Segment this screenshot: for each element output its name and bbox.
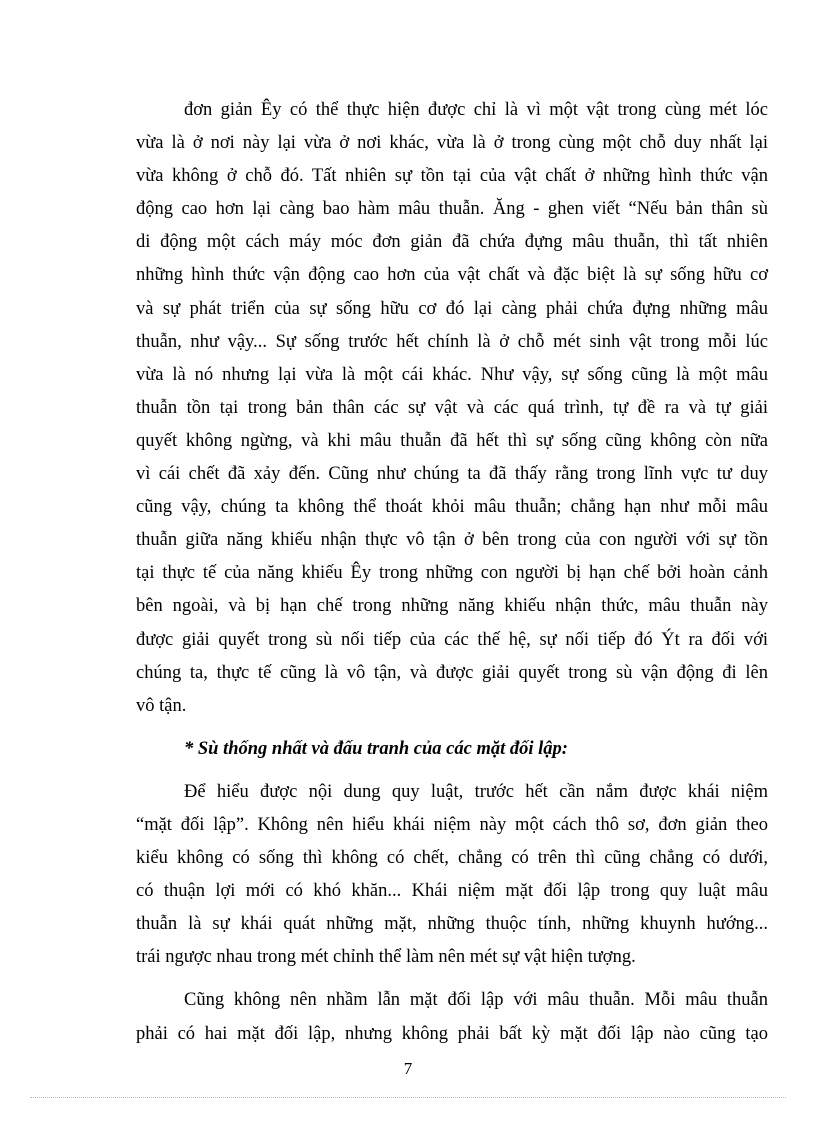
text-line: quyết không ngừng, và khi mâu thuẫn đã hết thì sự sống cũng không còn nữa bbox=[136, 430, 768, 451]
text-line: vì cái chết đã xảy đến. Cũng như chúng ta đã thấy rằng trong lĩnh vực tư duy bbox=[136, 464, 768, 485]
text-line: kiểu không có sống thì không có chết, chẳng có trên thì cũng chẳng có dưới, bbox=[136, 848, 768, 869]
text-line: tại thực tế của năng khiếu Êy trong những con người bị hạn chế bởi hoàn cảnh bbox=[136, 563, 768, 584]
text-line: đơn giản Êy có thể thực hiện được chỉ là vì một vật trong cùng mét lóc bbox=[184, 100, 768, 120]
body-text bbox=[136, 94, 768, 1051]
text-line: vừa không ở chỗ đó. Tất nhiên sự tồn tại của vật chất ở những hình thức vận bbox=[136, 166, 768, 187]
page-number: 7 bbox=[403, 1059, 413, 1078]
text-line: những hình thức vận động cao hơn của vật chất và đặc biệt là sự sống hữu cơ bbox=[136, 265, 768, 286]
text-line: Để hiểu được nội dung quy luật, trước hết cần nắm được khái niệm bbox=[184, 781, 768, 802]
text-line: động cao hơn lại càng bao hàm mâu thuẫn. Ăng - ghen viết “Nếu bản thân sù bbox=[136, 199, 768, 220]
text-line: bên ngoài, và bị hạn chế trong những năng khiếu nhận thức, mâu thuẫn này bbox=[136, 596, 768, 617]
paragraph-1 bbox=[136, 94, 768, 723]
paragraph-3 bbox=[136, 984, 768, 1050]
footer-divider bbox=[30, 1097, 786, 1098]
text-line: thuẫn là sự khái quát những mặt, những thuộc tính, những khuynh hướng... bbox=[136, 914, 768, 935]
text-line: thuẫn tồn tại trong bản thân các sự vật và các quá trình, tự đề ra và tự giải bbox=[136, 397, 768, 418]
text-line: cũng vậy, chúng ta không thể thoát khỏi mâu thuẫn; chẳng hạn như mỗi mâu bbox=[136, 497, 768, 518]
text-line: vô tận. bbox=[136, 695, 187, 716]
text-line: chúng ta, thực tế cũng là vô tận, và được giải quyết trong sù vận động đi lên bbox=[136, 662, 768, 683]
text-line: “mặt đối lập”. Không nên hiểu khái niệm này một cách thô sơ, đơn giản theo bbox=[136, 814, 768, 835]
text-line: có thuận lợi mới có khó khăn... Khái niệm mặt đối lập trong quy luật mâu bbox=[136, 881, 768, 902]
text-line: di động một cách máy móc đơn giản đã chứa đựng mâu thuẫn, thì tất nhiên bbox=[136, 232, 768, 253]
text-line: thuẫn giữa năng khiếu nhận thực vô tận ở bên trong của con người với sự tồn bbox=[136, 530, 768, 551]
text-line: vừa là nó nhưng lại vừa là một cái khác. Như vậy, sự sống cũng là một mâu bbox=[136, 364, 768, 385]
text-line: thuẫn, như vậy... Sự sống trước hết chính là ở chỗ mét sinh vật trong mỗi lúc bbox=[136, 331, 768, 352]
section-heading: * Sù thống nhất và đấu tranh của các mặt đối lập: bbox=[184, 738, 568, 759]
text-line: vừa là ở nơi này lại vừa ở nơi khác, vừa là ở trong cùng một chỗ duy nhất lại bbox=[136, 133, 768, 154]
text-line: và sự phát triển của sự sống hữu cơ đó lại càng phải chứa đựng những mâu bbox=[136, 298, 768, 319]
text-line: trái ngược nhau trong mét chỉnh thể làm nên mét sự vật hiện tượng. bbox=[136, 947, 636, 968]
text-line: được giải quyết trong sù nối tiếp của các thế hệ, sự nối tiếp đó Ýt ra đối với bbox=[136, 629, 768, 650]
text-line: Cũng không nên nhầm lẫn mặt đối lập với mâu thuẫn. Mỗi mâu thuẫn bbox=[184, 990, 768, 1011]
text-line: phải có hai mặt đối lập, nhưng không phải bất kỳ mặt đối lập nào cũng tạo bbox=[136, 1023, 768, 1044]
paragraph-2 bbox=[136, 776, 768, 975]
